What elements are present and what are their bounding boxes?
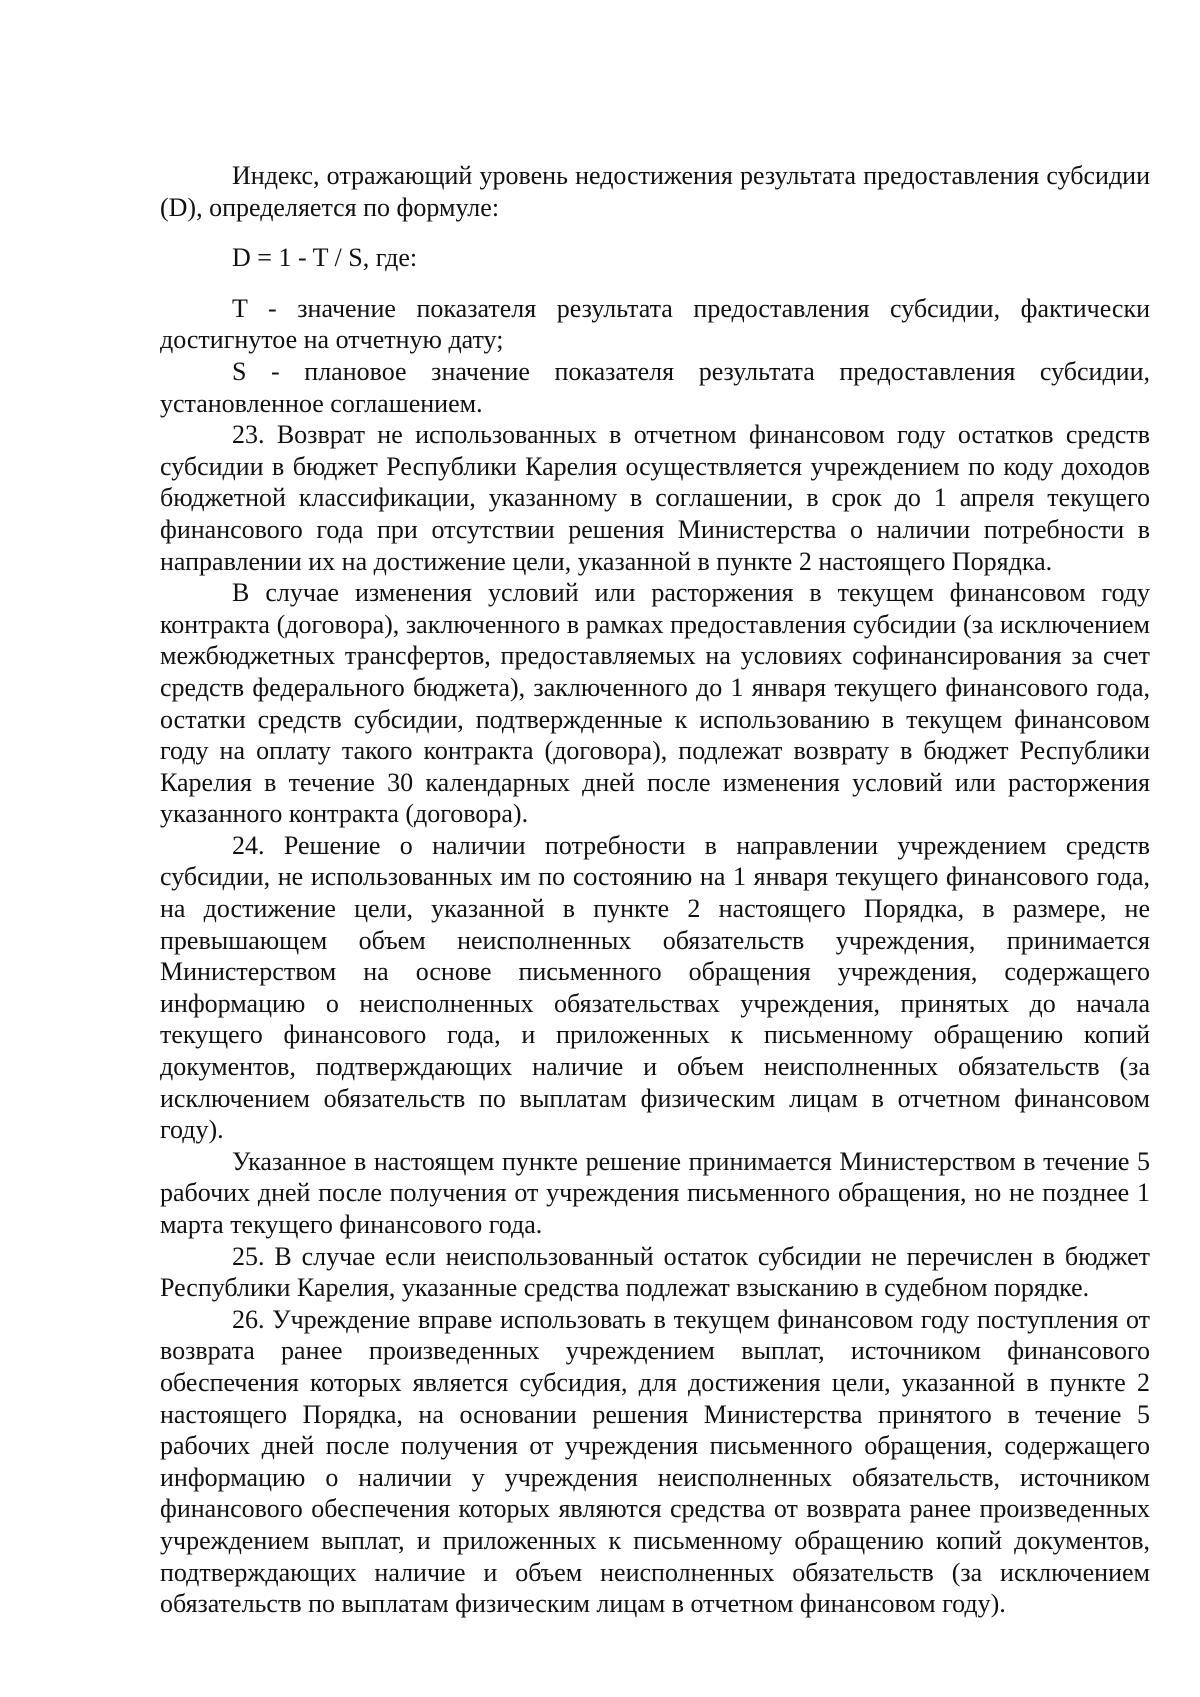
paragraph-s-definition: S - плановое значение показателя результата предоставления субсидии, установленное соглашением.: [160, 356, 1150, 418]
paragraph-t-definition: T - значение показателя результата предоставления субсидии, фактически достигнутое на отчетную дату;: [160, 293, 1150, 355]
paragraph-contract-change: В случае изменения условий или расторжения в текущем финансовом году контракта (договора), заключенного в рамках предоставления субсидии (за исключением межбюджетных трансфертов, предоставляемых на условиях софинансирования за счет средств федерального бюджета), заключенного до 1 января текущего финансового года, остатки средств субсидии, подтвержденные к использованию в текущем финансовом году на оплату такого контракта (договора), подлежат возврату в бюджет Республики Карелия в течение 30 календарных дней после изменения условий или расторжения указанного контракта (договора).: [160, 578, 1150, 829]
paragraph-index-definition: Индекс, отражающий уровень недостижения результата предоставления субсидии (D), определяется по формуле:: [160, 161, 1150, 222]
paragraph-item-26: 26. Учреждение вправе использовать в текущем финансовом году поступления от возврата ранее произведенных учреждением выплат, источником финансового обеспечения которых является субсидия, для достижения цели, указанной в пункте 2 настоящего Порядка, на основании решения Министерства принятого в течение 5 рабочих дней после получения от учреждения письменного обращения, содержащего информацию о наличии у учреждения неисполненных обязательств, источником финансового обеспечения которых являются средства от возврата ранее произведенных учреждением выплат, и приложенных к письменному обращению копий документов, подтверждающих наличие и объем неисполненных обязательств (за исключением обязательств по выплатам физическим лицам в отчетном финансовом году).: [160, 1304, 1150, 1619]
paragraph-decision-deadline: Указанное в настоящем пункте решение принимается Министерством в течение 5 рабочих дней после получения от учреждения письменного обращения, но не позднее 1 марта текущего финансового года.: [160, 1146, 1150, 1239]
paragraph-item-23: 23. Возврат не использованных в отчетном финансовом году остатков средств субсидии в бюджет Республики Карелия осуществляется учреждением по коду доходов бюджетной классификации, указанному в соглашении, в срок до 1 апреля текущего финансового года при отсутствии решения Министерства о наличии потребности в направлении их на достижение цели, указанной в пункте 2 настоящего Порядка.: [160, 420, 1150, 576]
paragraph-item-25: 25. В случае если неиспользованный остаток субсидии не перечислен в бюджет Республики Карелия, указанные средства подлежат взысканию в судебном порядке.: [160, 1241, 1150, 1303]
paragraph-item-24: 24. Решение о наличии потребности в направлении учреждением средств субсидии, не использованных им по состоянию на 1 января текущего финансового года, на достижение цели, указанной в пункте 2 настоящего Порядка, в размере, не превышающем объем неисполненных обязательств учреждения, принимается Министерством на основе письменного обращения учреждения, содержащего информацию о неисполненных обязательствах учреждения, принятых до начала текущего финансового года, и приложенных к письменному обращению копий документов, подтверждающих наличие и объем неисполненных обязательств (за исключением обязательств по выплатам физическим лицам в отчетном финансовом году).: [160, 830, 1150, 1145]
formula-line: D = 1 - T / S, где:: [232, 243, 418, 273]
